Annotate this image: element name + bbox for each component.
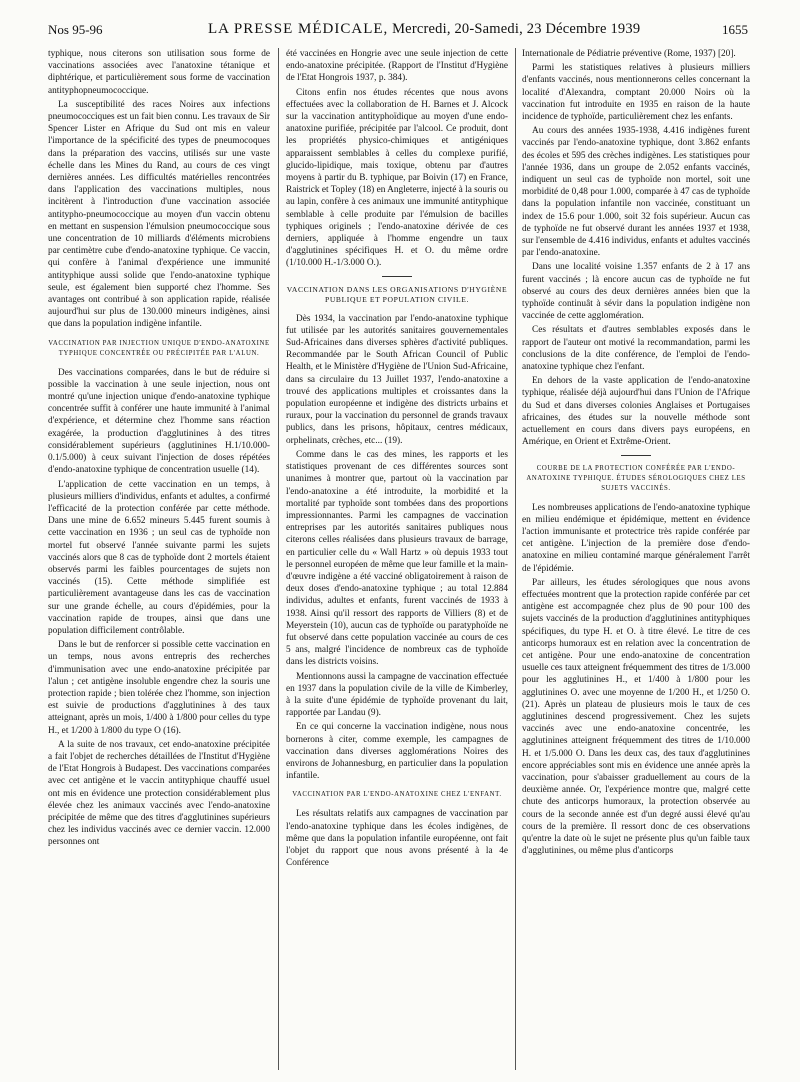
column-1 — [48, 48, 270, 1070]
paragraph: typhique, nous citerons son utilisation sous forme de vaccinations associées avec l'anatoxine tétanique et diphtérique, et particulièrement sous forme de vaccination antityphopneumococcique. — [48, 49, 270, 96]
column-2 — [286, 48, 508, 1070]
paragraph: Mentionnons aussi la campagne de vaccination effectuée en 1937 dans la population civile de la ville de Kimberley, à la suite d'une épidémie de typhoïde provenant du lait, rapportée par Landau (9). — [286, 671, 508, 719]
paragraph: A la suite de nos travaux, cet endo-anatoxine précipitée a fait l'objet de recherches détaillées de l'Institut d'Hygiène de l'Etat Hongrois à Budapest. Des vaccinations comparées avec cet antigène et le vaccin antityphique chauffé usuel ont mis en évidence une protection considérablement plus élevée chez les animaux vaccinés avec l'endo-anatoxine précipitée de même que des titres d'agglutinines supérieurs chez les individus vaccinés avec ce dernier vaccin. 12.000 personnes ont — [48, 739, 270, 848]
paragraph: Ces résultats et d'autres semblables exposés dans le rapport de l'auteur ont motivé la recommandation, parmi les conclusions de la dite conférence, de l'emploi de l'endo-anatoxine typhique chez l'enfant. — [522, 325, 750, 373]
section-rule — [382, 276, 412, 277]
paragraph: Internationale de Pédiatrie préventive (Rome, 1937) [20]. — [522, 49, 736, 59]
page-header — [48, 22, 748, 40]
paragraph: Au cours des années 1935-1938, 4.416 indigènes furent vaccinés par l'endo-anatoxine typhique, dont 3.862 enfants des écoles et 595 des crèches indigènes. Les statistiques pour l'année 1936, dans un groupe de 2.052 enfants vaccinés, indiquent un seul cas de typhoïde non mortel, soit une morbidité de 0,48 pour 1.000, comparée à 47 cas de typhoïde dans la population infantile non vaccinée, constituant un index de 15.6 pour 1.000, soit 32 fois supérieur. Aucun cas de typhoïde ne fut observé durant les années 1937 et 1938, sur l'ensemble de 4.416 individus, enfants et adultes vaccinés par l'endo-anatoxine. — [522, 126, 750, 259]
column-3 — [522, 48, 750, 1070]
paragraph: Comme dans le cas des mines, les rapports et les statistiques provenant de ces différentes sources sont unanimes à montrer que, partout où la vaccination par l'endo-anatoxine a été introduite, la morbidité et la mortalité par typhoïde sont tombées dans des proportions impressionnantes. Parmi les campagnes de vaccination entreprises par les autorités sanitaires publiques nous citerons celles réalisées dans plusieurs travaux de barrage, en particulier celle du « Wall Hartz » où depuis 1933 tout le personnel européen de même que leur famille et la main-d'œuvre indigène a été vacciné obligatoirement à raison de deux doses d'endo-anatoxine typhique ; au total 12.884 individus, adultes et enfants, furent vaccinés de 1933 à 1938. Ainsi qu'il ressort des rapports de Villiers (8) et de Meyerstein (10), aucun cas de typhoïde ou paratyphoïde ne fut observé dans cette population vaccinée au cours de ces 5 ans, malgré l'incidence de nombreux cas de typhoïde dans les districts voisins. — [286, 449, 508, 668]
paragraph: Dès 1934, la vaccination par l'endo-anatoxine typhique fut utilisée par les autorités sanitaires gouvernementales Sud-Africaines dans diverses sphères d'activité publiques. Recommandée par le South African Council of Public Health, et le Ministère d'Hygiène de l'Union Sud-Africaine, dans sa circulaire du 13 Juillet 1937, l'endo-anatoxine a trouvé des applications multiples et croissantes dans la population européenne et indigène des districts urbains et ruraux, pour la vaccination du personnel de grands travaux publics, dans les prisons, hôpitaux, centres médicaux, orphelinats, crèches, etc... (19). — [286, 313, 508, 446]
paragraph: Les nombreuses applications de l'endo-anatoxine typhique en milieu endémique et épidémique, mettent en évidence l'action immunisante et protectrice très rapide conférée par cet antigène. L'injection de la première dose d'endo-anatoxine en milieu contaminé marque généralement l'arrêt de l'épidémie. — [522, 502, 750, 574]
paragraph: été vaccinées en Hongrie avec une seule injection de cette endo-anatoxine précipitée. (Rapport de l'Institut d'Hygiène de l'Etat Hongrois 1937, p. 384). — [286, 49, 508, 84]
paragraph: Par ailleurs, les études sérologiques que nous avons effectuées montrent que la protection rapide conférée par cet antigène est accompagnée chez plus de 90 pour 100 des sujets vaccinés de la production d'agglutinines antityphiques spécifiques, du type H. et O. à titre élevé. Le titre de ces anticorps humoraux est en relation avec la concentration de cet antigène. Pour une endo-anatoxine de concentration usuelle ces taux atteignent fréquemment des titres de 1/3.000 pour les agglutinines H., et 1/400 à 1/800 pour les agglutinines O. avec une moyenne de 1/200 H., et 1/250 O. (21). Après un plateau de plusieurs mois le taux de ces agglutinines descend progressivement. Chez les sujets vaccinés avec une endo-anatoxine concentrée, les agglutinines atteignent fréquemment des titres de 1/10.000 H. et 1/5.000 O. Dans les deux cas, des taux d'agglutinines encore appréciables sont mis en évidence une année après la vaccination, pour s'abaisser graduellement au cours de la deuxième année. Or, l'expérience montre que, malgré cette chute des anticorps humoraux, la protection observée au cours de la seconde année est d'un degré aussi élevé qu'au cours de la première. Il ressort donc de ces observations qu'entre la date où le sujet ne présente plus qu'un faible taux d'agglutinines, ou même plus d'anticorps — [522, 577, 750, 857]
paragraph: Des vaccinations comparées, dans le but de réduire si possible la vaccination à une seule injection, nous ont montré qu'une injection unique d'endo-anatoxine typhique concentrée suffit à conférer une haute immunité à l'animal d'expérience, et détermine chez l'homme sans réaction exagérée, la production d'agglutinines à des titres considérablement supérieurs (agglutinines H.1/10.000-0.1/5.000) à ceux suivant l'injection de doses répétées d'endo-anatoxine typhique de concentration usuelle (14). — [48, 367, 270, 476]
section-rule — [621, 455, 651, 456]
paragraph: La susceptibilité des races Noires aux infections pneumococciques est un fait bien connu. Les travaux de Sir Spencer Lister en Afrique du Sud ont mis en valeur l'importance de la spécificité des types de pneumocoques dans la préparation des vaccins, utilisés sur une vaste échelle dans les Mines du Rand, au cours de ces vingt dernières années. Les difficultés matérielles rencontrées dans l'application des vaccinations multiples, nous incitèrent à l'introduction d'une vaccination associée antitypho-pneumococcique au moyen d'un vaccin obtenu en mettant en suspension l'émulsion pneumococcique sous une concentration de 10 milliards d'éléments microbiens par centimètre cube d'endo-anatoxine typhique. Ce vaccin, qui confère à l'animal d'expérience une immunité antityphique aussi solide que l'endo-anatoxine typhique seule, est également bien supporté chez l'homme. Ses avantages ont contribué à son application rapide, réalisée aujourd'hui sur plus de 130.000 mineurs indigènes, ainsi que dans la population indigène infantile. — [48, 99, 270, 330]
paragraph: Citons enfin nos études récentes que nous avons effectuées avec la collaboration de H. Barnes et J. Alcock sur la vaccination antityphoïdique au moyen d'une endo-anatoxine purifiée, précipitée par l'alcool. Ce produit, dont les propriétés physico-chimiques et antigéniques apparaissent semblables à celles du complexe purifié, glucido-lipidique, mais toxique, obtenu par d'autres moyens à partir du B. typhique, par Boivin (17) en France, Raistrick et Topley (18) en Angleterre, injecté à la souris ou au lapin, confère à ces animaux une immunité antityphique semblable à celle produite par l'émulsion de bacilles typhiques originels ; l'endo-anatoxine dérivée de ces derniers, appliquée à l'homme engendre un taux d'agglutinines spécifiques H. et O. du même ordre (1/10.000 H.-1/3.000 O.). — [286, 87, 508, 269]
paragraph: En dehors de la vaste application de l'endo-anatoxine typhique, réalisée déjà aujourd'hui dans l'Union de l'Afrique du Sud et dans diverses colonies Anglaises et Portugaises africaines, des études sur la nouvelle méthode sont actuellement en cours dans divers pays européens, en Amérique, en Orient et Extrême-Orient. — [522, 376, 750, 448]
paragraph: Les résultats relatifs aux campagnes de vaccination par l'endo-anatoxine typhique dans les écoles indigènes, de même que dans la population infantile européenne, ont fait l'objet du rapport que nous avons présenté à la 4e Conférence — [286, 809, 508, 869]
masthead — [208, 21, 640, 38]
column-divider — [278, 48, 279, 1070]
page-number: 1655 — [722, 22, 748, 37]
paragraph: En ce qui concerne la vaccination indigène, nous nous bornerons à citer, comme exemple, les campagnes de vaccination dans diverses agglomérations Noires des environs de Johannesburg, en particulier dans la population infantile. — [286, 722, 508, 782]
paragraph: L'application de cette vaccination en un temps, à plusieurs milliers d'individus, enfants et adultes, a confirmé l'efficacité de la protection conférée par cette méthode. Dans une mine de 6.652 mineurs 5.445 furent soumis à cette vaccination en 1936 ; un seul cas de typhoïde non mortel fut observé l'année suivante parmi les sujets vaccinés alors que 8 cas de typhoïde dont 2 mortels étaient observés parmi les faibles pourcentages de sujets non vaccinés (15). Cette méthode simplifiée est particulièrement avantageuse dans les cas de vaccination sur une grande échelle, au cours d'épidémies, pour la vaccination rapide de troupes, ainsi que dans une population difficilement contrôlable. — [48, 479, 270, 636]
section-heading: VACCINATION PAR INJECTION UNIQUE D'ENDO-ANATOXINE TYPHIQUE CONCENTRÉE OU PRÉCIPITÉE PAR L'ALUN. — [48, 339, 270, 357]
column-divider — [515, 48, 516, 1070]
paragraph: Dans le but de renforcer si possible cette vaccination en un temps, nous avons entrepris des recherches d'immunisation avec une endo-anatoxine précipitée par l'alun ; cet antigène insoluble engendre chez la souris une protection rapide ; bien tolérée chez l'homme, son injection est suivie de productions d'agglutinines à des taux atteignant, après un mois, 1/400 à 1/800 pour celles du type H., et 1/200 à 1/800 du type O (16). — [48, 640, 270, 736]
paper-title: LA PRESSE MÉDICALE, — [208, 21, 389, 37]
section-heading: COURBE DE LA PROTECTION CONFÉRÉE PAR L'ENDO-ANATOXINE TYPHIQUE. ÉTUDES SÉROLOGIQUES CHEZ LES SUJETS VACCINÉS. — [526, 464, 746, 492]
paragraph: Dans une localité voisine 1.357 enfants de 2 à 17 ans furent vaccinés ; là encore aucun cas de typhoïde ne fut observé au cours des deux dernières années bien que la typhoïde continuât à sévir dans la population indigène non vaccinée de cette agglomération. — [522, 262, 750, 322]
issue-number: Nos 95-96 — [48, 22, 103, 37]
issue-date: Mercredi, 20-Samedi, 23 Décembre 1939 — [392, 21, 641, 37]
section-heading: VACCINATION PAR L'ENDO-ANATOXINE CHEZ L'ENFANT. — [292, 791, 502, 799]
paragraph: Parmi les statistiques relatives à plusieurs milliers d'enfants vaccinés, nous mentionnerons celles concernant la localité d'Alexandra, comptant 20.000 Noirs où la vaccination fut introduite en 1935 en raison de la haute incidence de typhoïde, particulièrement chez les enfants. — [522, 63, 750, 123]
section-heading: VACCINATION DANS LES ORGANISATIONS D'HYGIÈNE PUBLIQUE ET POPULATION CIVILE. — [286, 284, 508, 304]
